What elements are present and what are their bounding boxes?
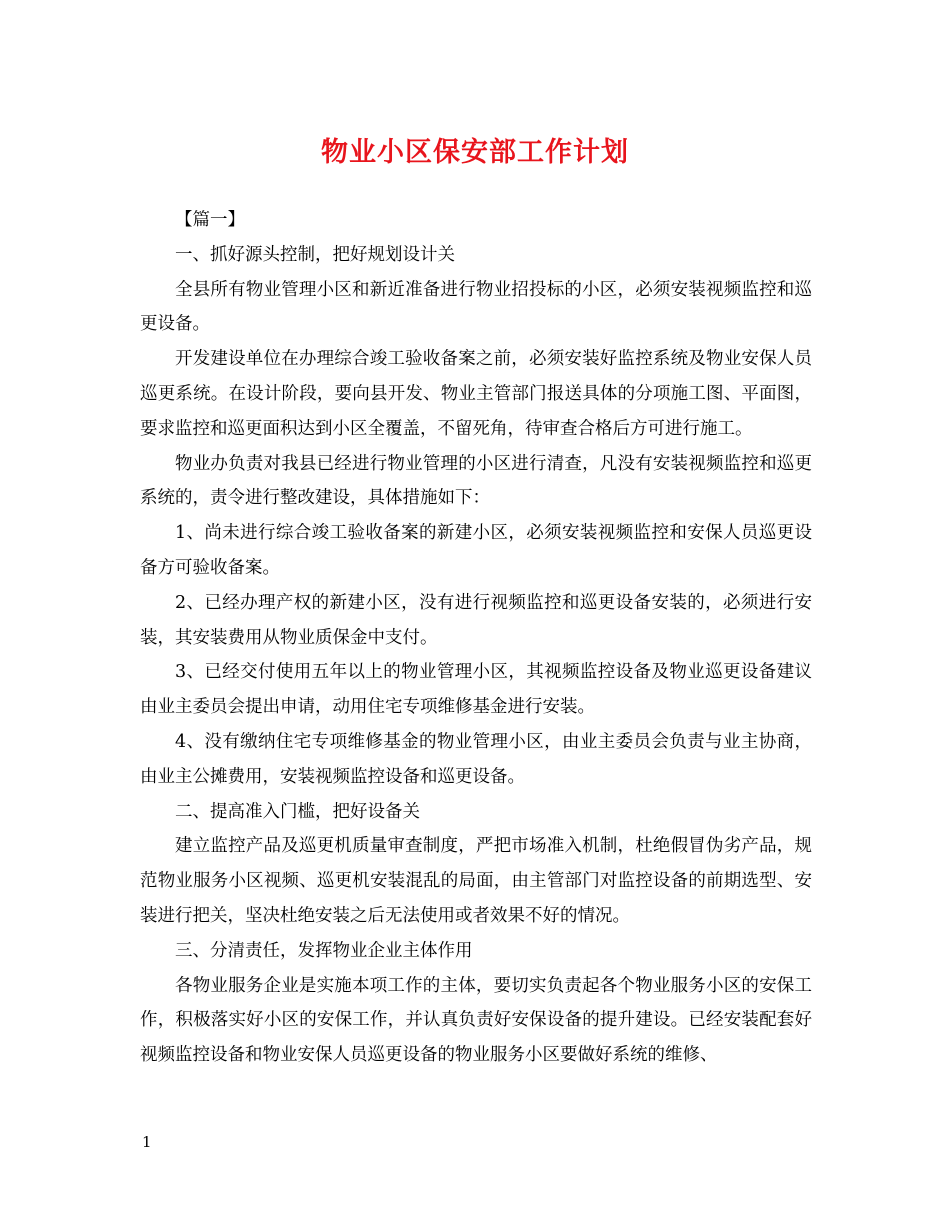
list-item: 1、尚未进行综合竣工验收备案的新建小区，必须安装视频监控和安保人员巡更设备方可验收备案。 [140,523,812,578]
paragraph: 建立监控产品及巡更机质量审查制度，严把市场准入机制，杜绝假冒伪劣产品，规范物业服务小区视频、巡更机安装混乱的局面，由主管部门对监控设备的前期选型、安装进行把关，坚决杜绝安装之后无法使用或者效果不好的情况。 [140,836,812,926]
paragraph: 开发建设单位在办理综合竣工验收备案之前，必须安装好监控系统及物业安保人员巡更系统。在设计阶段，要向县开发、物业主管部门报送具体的分项施工图、平面图，要求监控和巡更面积达到小区全覆盖，不留死角，待审查合格后方可进行施工。 [140,349,812,439]
heading-1: 一、抓好源头控制，把好规划设计关 [175,244,455,265]
paragraph: 各物业服务企业是实施本项工作的主体，要切实负责起各个物业服务小区的安保工作，积极落实好小区的安保工作，并认真负责好安保设备的提升建设。已经安装配套好视频监控设备和物业安保人员巡更设备的物业服务小区要做好系统的维修、 [140,975,812,1066]
document-title: 物业小区保安部工作计划 [321,137,629,168]
list-item: 4、没有缴纳住宅专项维修基金的物业管理小区，由业主委员会负责与业主协商，由业主公摊费用，安装视频监控设备和巡更设备。 [140,731,812,787]
paragraph: 全县所有物业管理小区和新近准备进行物业招投标的小区，必须安装视频监控和巡更设备。 [140,279,812,335]
document-body [140,203,812,1073]
list-item: 3、已经交付使用五年以上的物业管理小区，其视频监控设备及物业巡更设备建议由业主委员会提出申请，动用住宅专项维修基金进行安装。 [140,662,812,718]
list-item: 2、已经办理产权的新建小区，没有进行视频监控和巡更设备安装的，必须进行安装，其安装费用从物业质保金中支付。 [140,592,812,648]
heading-3: 三、分清责任，发挥物业企业主体作用 [175,940,473,961]
paragraph: 物业办负责对我县已经进行物业管理的小区进行清查，凡没有安装视频监控和巡更系统的，责令进行整改建设，具体措施如下： [140,453,812,509]
section-label: 【篇一】 [175,210,245,230]
heading-2: 二、提高准入门槛，把好设备关 [175,801,420,822]
page-number: 1 [142,1133,152,1151]
